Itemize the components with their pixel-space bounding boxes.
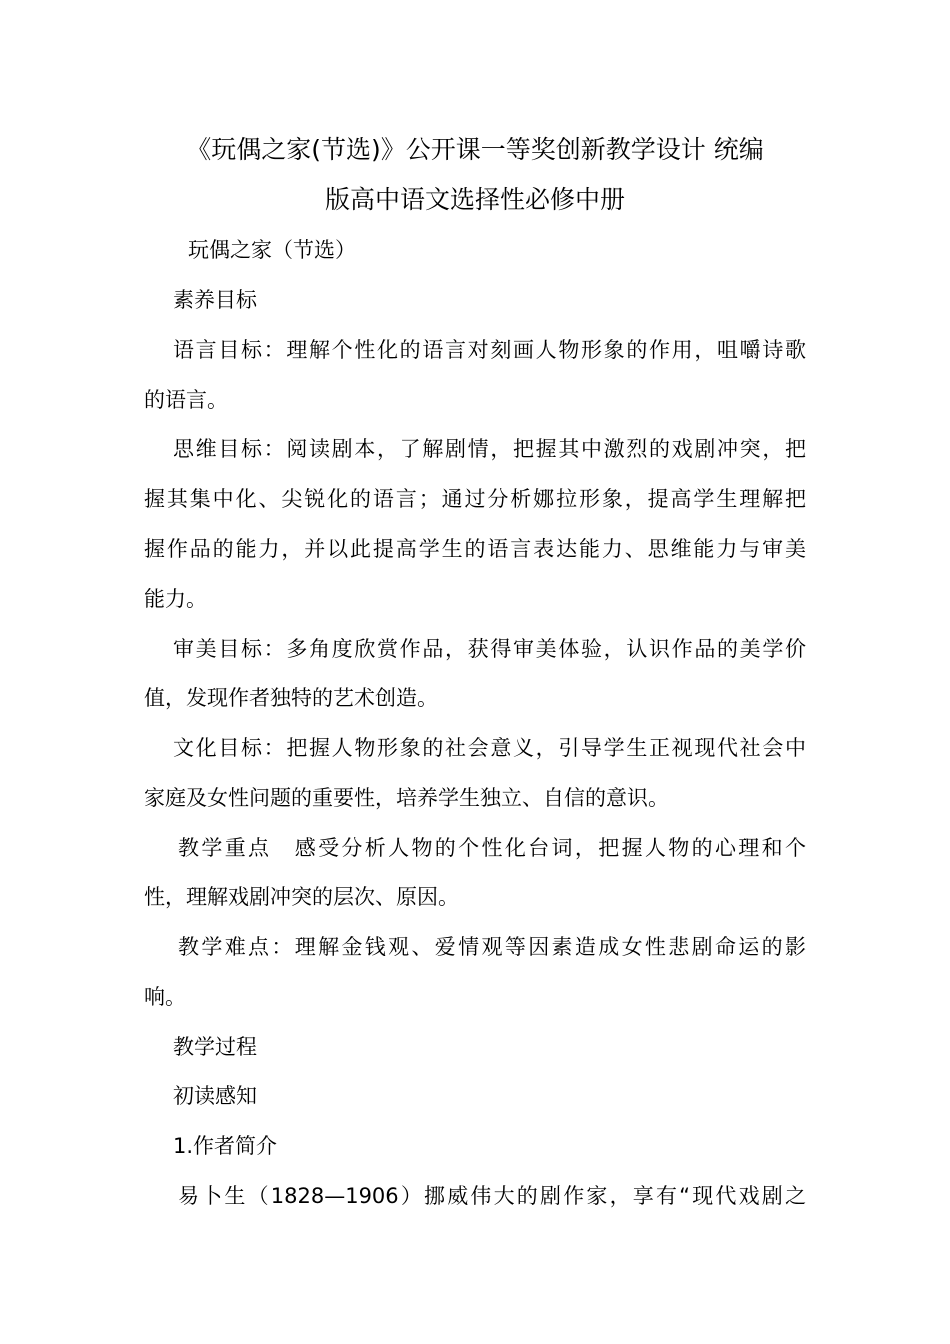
document-title-line-2: 版高中语文选择性必修中册 (324, 185, 625, 214)
culture-goal-line-2: 家庭及女性问题的重要性，培养学生独立、自信的意识。 (144, 786, 669, 810)
thinking-goal-line-1: 思维目标：阅读剧本，了解剧情，把握其中激烈的戏剧冲突，把 (173, 437, 806, 461)
difficult-points-line-2: 响。 (144, 985, 186, 1009)
thinking-goal-line-2: 握其集中化、尖锐化的语言；通过分析娜拉形象，提高学生理解把 (144, 487, 806, 511)
author-intro-heading: 1.作者简介 (173, 1134, 278, 1158)
thinking-goal-line-3: 握作品的能力，并以此提高学生的语言表达能力、思维能力与审美 (144, 537, 806, 561)
culture-goal-line-1: 文化目标：把握人物形象的社会意义，引导学生正视现代社会中 (173, 736, 806, 760)
literacy-goals-heading: 素养目标 (173, 288, 257, 312)
key-points-line-1: 教学重点 感受分析人物的个性化台词，把握人物的心理和个 (178, 836, 806, 860)
aesthetic-goal-line-1: 审美目标：多角度欣赏作品，获得审美体验，认识作品的美学价 (173, 637, 806, 661)
aesthetic-goal-line-2: 值，发现作者独特的艺术创造。 (144, 686, 438, 710)
document-title-line-1: 《玩偶之家(节选)》公开课一等奖创新教学设计 统编 (186, 135, 764, 164)
language-goal-line-1: 语言目标：理解个性化的语言对刻画人物形象的作用，咀嚼诗歌 (173, 338, 806, 362)
subtitle: 玩偶之家（节选） (188, 238, 356, 262)
language-goal-line-2: 的语言。 (144, 388, 228, 412)
thinking-goal-line-4: 能力。 (144, 587, 207, 611)
first-reading-heading: 初读感知 (173, 1084, 257, 1108)
key-points-line-2: 性，理解戏剧冲突的层次、原因。 (144, 885, 459, 909)
process-heading: 教学过程 (173, 1035, 257, 1059)
difficult-points-line-1: 教学难点：理解金钱观、爱情观等因素造成女性悲剧命运的影 (178, 935, 806, 959)
author-intro-line-1: 易卜生（1828—1906）挪威伟大的剧作家，享有“现代戏剧之 (178, 1184, 806, 1208)
